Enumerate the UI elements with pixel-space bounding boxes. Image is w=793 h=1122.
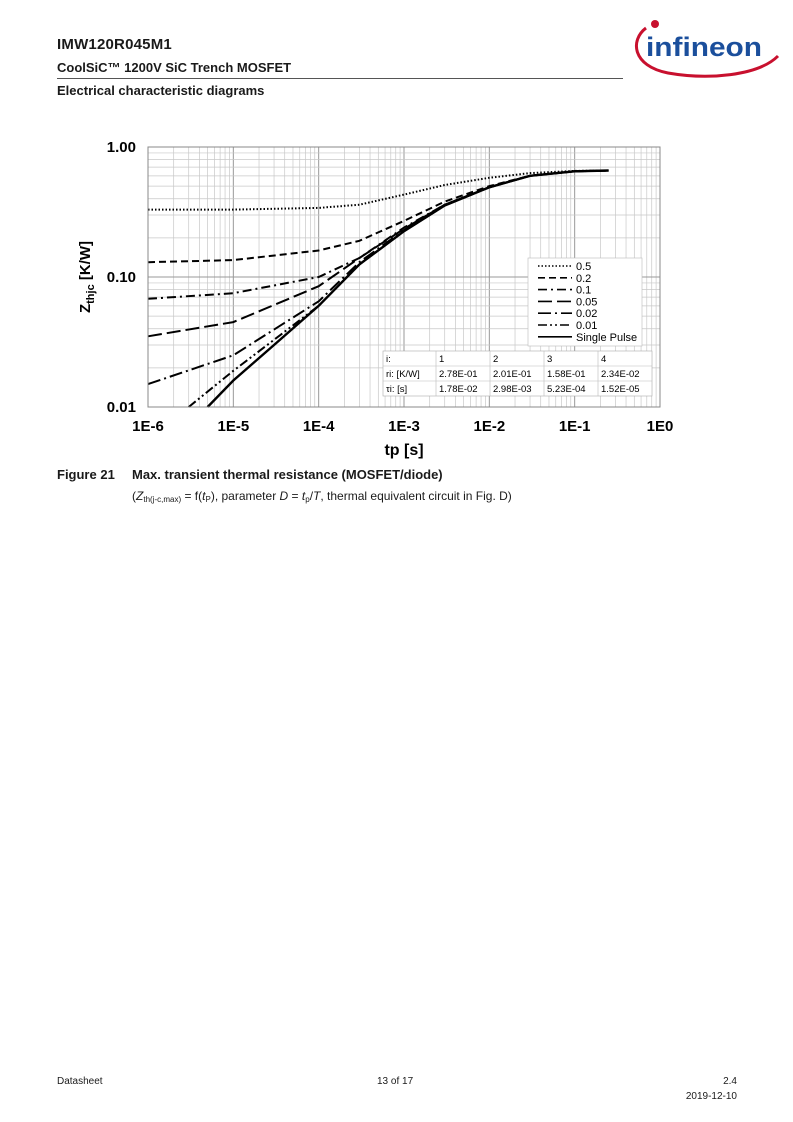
legend-label: 0.02 [576,308,598,321]
table-cell: 3 [547,354,553,365]
figure-number: Figure 21 [57,467,115,482]
figure-subtitle: (Zth(j-c,max) = f(tP), parameter D = tp/T, thermal equivalent circuit in Fig. D) [132,489,512,504]
x-tick-labels [132,418,673,435]
y-tick-labels [107,139,136,416]
section-title: Electrical characteristic diagrams [57,83,265,98]
table-cell: 1.52E-05 [601,384,640,395]
footer-page: 13 of 17 [377,1076,414,1087]
table-cell: ri: [K/W] [386,369,420,380]
table-cell: 4 [601,354,607,365]
product-line: CoolSiC™ 1200V SiC Trench MOSFET [57,60,292,75]
legend-label: 0.5 [576,261,592,273]
logo-text: infineon [646,32,762,62]
x-tick-label: 1E-4 [302,418,335,435]
rc-table [383,351,652,396]
table-cell: 2.01E-01 [493,369,532,380]
x-tick-label: 1E0 [646,418,674,435]
legend-label: Single Pulse [576,331,638,344]
x-tick-label: 1E-3 [388,418,420,435]
x-tick-label: 1E-2 [473,418,506,435]
part-number: IMW120R045M1 [57,36,172,53]
chart-legend [528,258,642,346]
legend-label: 0.05 [576,296,598,309]
table-cell: 1.58E-01 [547,369,586,380]
table-cell: 2.34E-02 [601,369,640,380]
y-tick-label: 0.01 [106,399,136,416]
table-cell: 2 [493,354,499,365]
legend-label: 0.2 [576,272,592,285]
table-cell: 2.98E-03 [493,384,532,395]
table-cell: 2.78E-01 [439,369,478,380]
table-cell: 1 [439,354,445,365]
y-tick-label: 0.10 [106,269,136,286]
x-axis-label: tp [s] [384,442,424,459]
footer-doc-type: Datasheet [57,1076,103,1087]
table-cell: 5.23E-04 [547,384,586,395]
y-axis-label: $Z_{thjc}$ [K/W] [77,240,97,314]
table-cell: τi: [s] [386,384,408,395]
thermal-impedance-chart [0,0,793,470]
x-tick-label: 1E-1 [558,418,591,435]
table-cell: 1.78E-02 [439,384,478,395]
x-tick-label: 1E-6 [132,418,164,435]
legend-label: 0.1 [576,284,592,297]
legend-label: 0.01 [576,320,598,332]
y-tick-label: 1.00 [106,139,136,156]
figure-title: Max. transient thermal resistance (MOSFET/diode) [132,467,443,482]
footer-revision: 2.4 [723,1076,737,1087]
footer-date: 2019-12-10 [685,1091,737,1102]
table-cell: i: [386,354,391,365]
x-tick-label: 1E-5 [217,418,250,435]
